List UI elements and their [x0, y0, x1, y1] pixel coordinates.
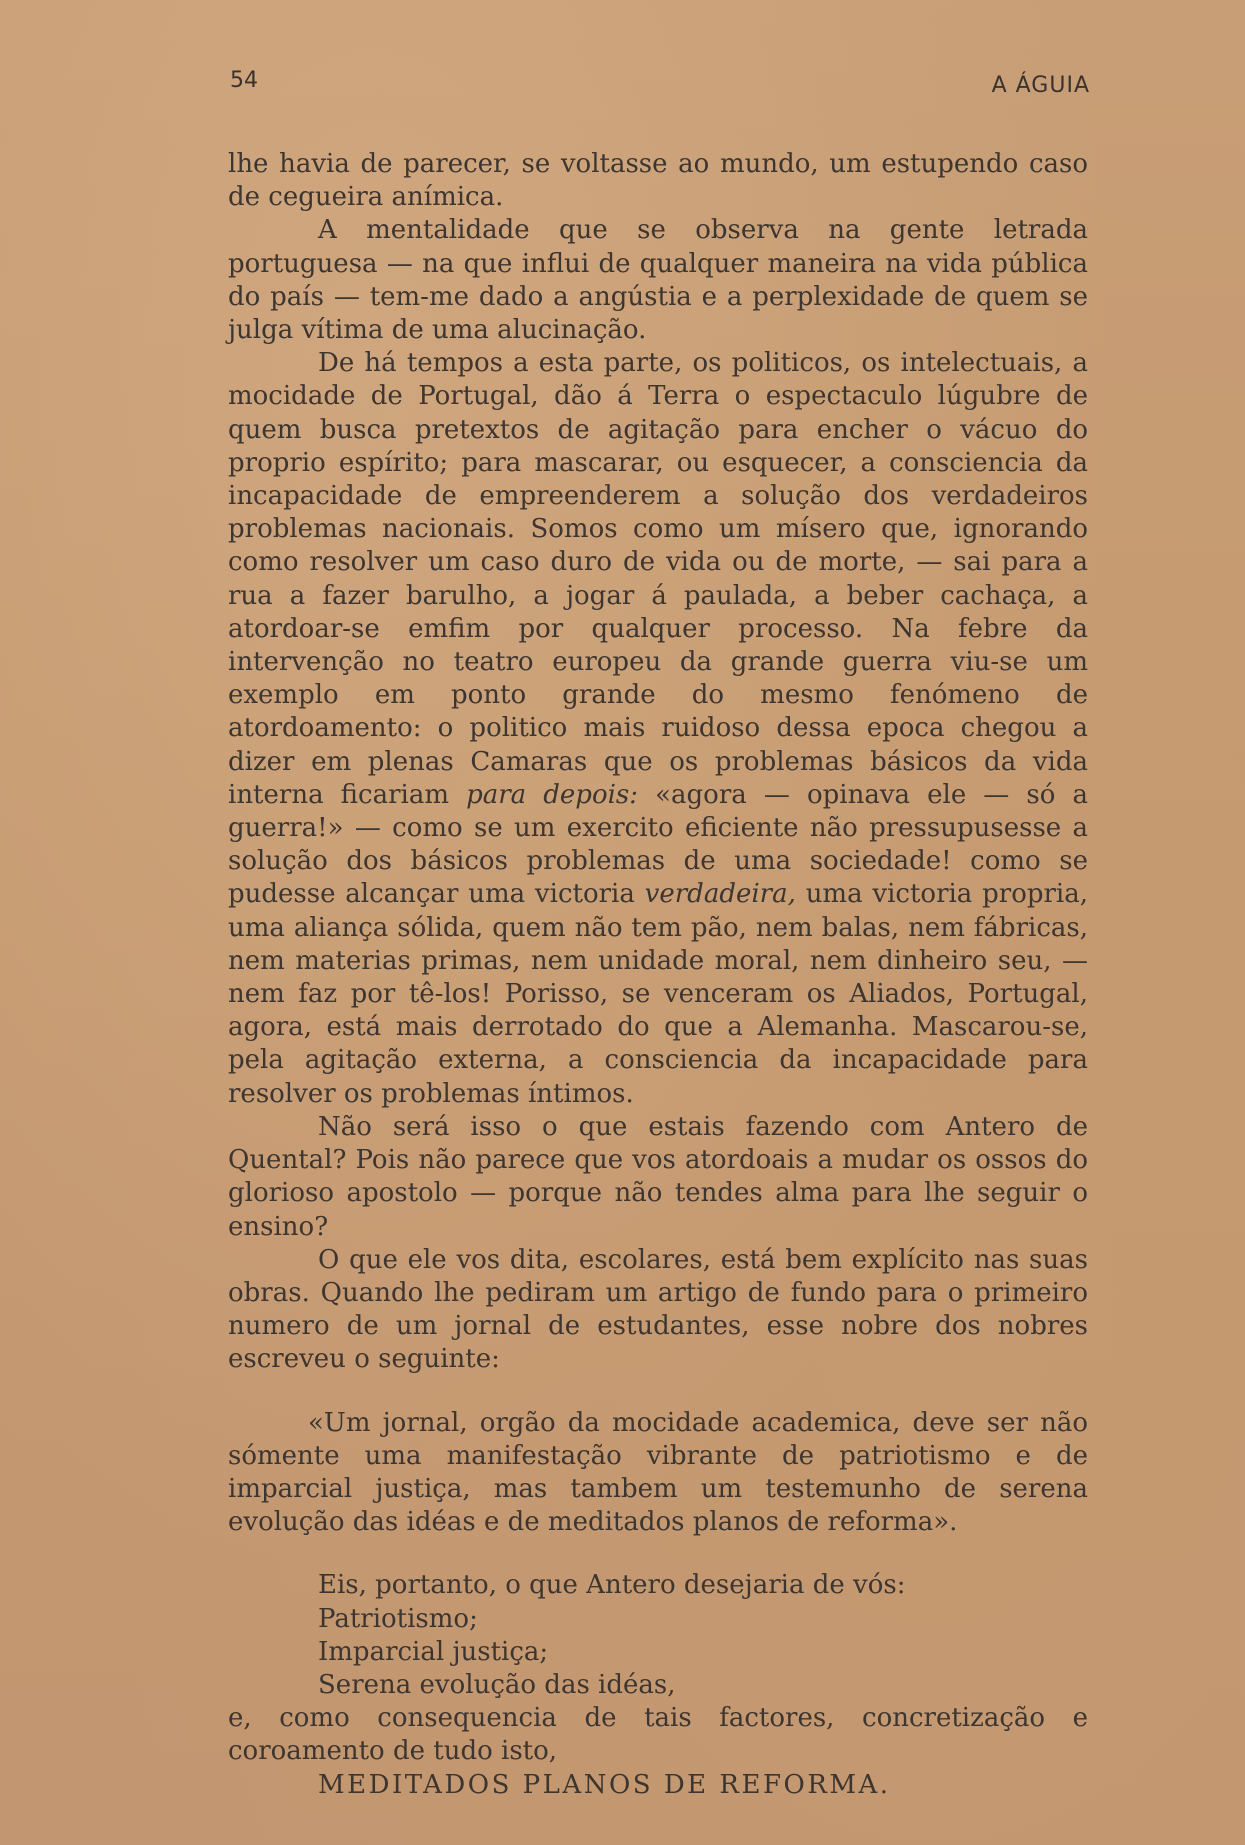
paragraph-text: De há tempos a esta parte, os politicos, os intelectuais, a mocidade de Portugal, dão á Terra o espectaculo lúgubre de quem busca pretextos de agitação para encher o vácuo do proprio espírito; para mascarar, ou esquecer, a consciencia da incapacidade de empreenderem a solução dos verdadeiros problemas nacionais. Somos como um mísero que, ignorando como resolver um caso duro de vida ou de morte, — sai para a rua a fazer barulho, a jogar á paulada, a beber cachaça, a atordoar-se emfim por qualquer processo. Na febre da intervenção no teatro europeu da grande guerra viu-se um exemplo em ponto grande do mesmo fenómeno de atordoamento: o politico mais ruidoso dessa epoca chegou a dizer em plenas Camaras que os problemas básicos da vida interna ficariam	[228, 348, 1088, 810]
paragraph	[228, 347, 1088, 1111]
paragraph: e, como consequencia de tais factores, concretização e coroamento de tudo isto,	[228, 1703, 1088, 1767]
running-title: A ÁGUIA	[991, 73, 1090, 98]
page-number: 54	[230, 68, 258, 93]
page-header	[228, 68, 1090, 102]
block-quote: «Um jornal, orgão da mocidade academica, deve ser não sómente uma manifestação vibrante de patriotismo e de imparcial justiça, mas tambem um testemunho de serena evolução das idéas e de meditados planos de reforma».	[228, 1407, 1088, 1538]
page-body	[228, 148, 1088, 1802]
list-item: Patriotismo;	[318, 1603, 478, 1634]
italic-phrase: verdadeira,	[644, 879, 796, 910]
paragraph: O que ele vos dita, escolares, está bem explícito nas suas obras. Quando lhe pediram um artigo de fundo para o primeiro numero de um jornal de estudantes, esse nobre dos nobres escreveu o seguinte:	[228, 1244, 1088, 1375]
closing-caps: MEDITADOS PLANOS DE REFORMA.	[318, 1769, 891, 1800]
italic-phrase: para depois:	[466, 779, 639, 810]
list-item: Imparcial justiça;	[318, 1636, 549, 1667]
list-item: Serena evolução das idéas,	[318, 1669, 676, 1700]
paragraph-text: uma victoria propria, uma aliança sólida, quem não tem pão, nem balas, nem fábricas, nem materias primas, nem unidade moral, nem dinheiro seu, — nem faz por tê-los! Porisso, se venceram os Aliados, Portugal, agora, está mais derrotado do que a Alemanha. Mascarou-se, pela agitação externa, a consciencia da incapacidade para resolver os problemas íntimos.	[228, 879, 1088, 1109]
paragraph: lhe havia de parecer, se voltasse ao mundo, um estupendo caso de cegueira anímica.	[228, 149, 1088, 213]
paragraph-text: «agora — opinava ele — só a guerra!» — como se um exercito eficiente não pressupusesse a solução dos básicos problemas de uma sociedade! como se pudesse alcançar uma victoria	[228, 779, 1089, 910]
list-intro: Eis, portanto, o que Antero desejaria de vós:	[318, 1570, 906, 1601]
paragraph: Não será isso o que estais fazendo com Antero de Quental? Pois não parece que vos atordoais a mudar os ossos do glorioso apostolo — porque não tendes alma para lhe seguir o ensino?	[228, 1111, 1088, 1242]
paragraph: A mentalidade que se observa na gente letrada portuguesa — na que influi de qualquer maneira na vida pública do país — tem-me dado a angústia e a perplexidade de quem se julga vítima de uma alucinação.	[228, 215, 1088, 346]
